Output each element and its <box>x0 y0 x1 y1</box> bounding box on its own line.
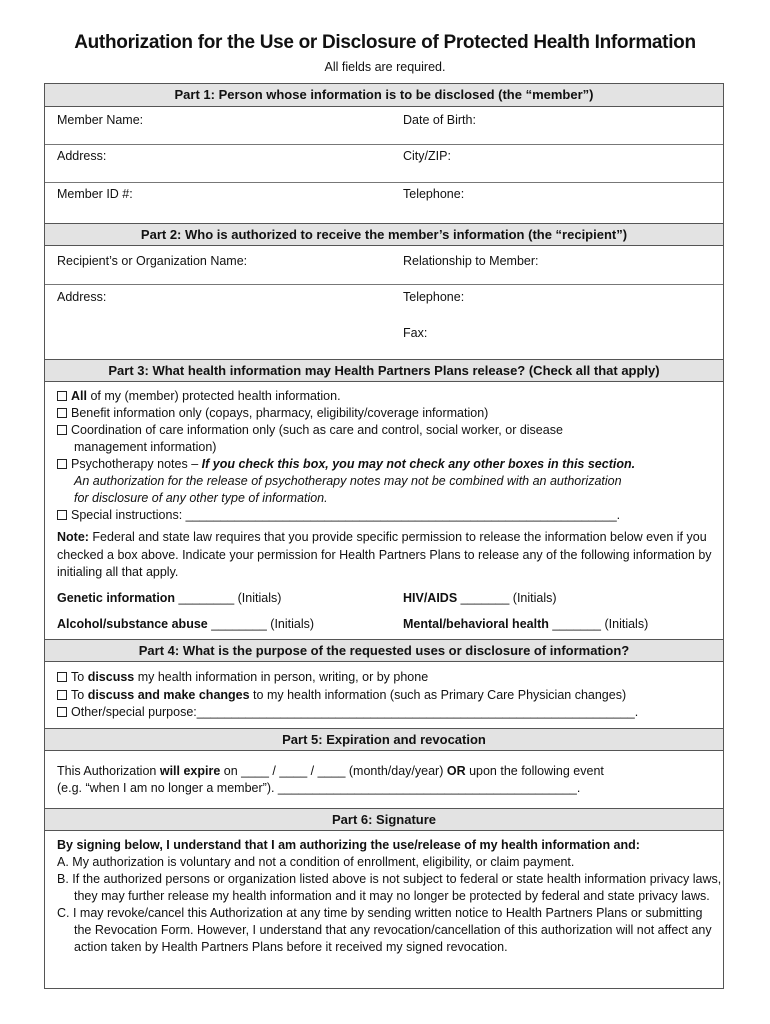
term-c: C. I may revoke/cancel this Authorization at any time by sending written notice to Health Partners Plans or submitting the Revocation Form. However, I understand that any revocation/cancellation of this authorization will not affect any action taken by Health Partners Plans before it received my signed revocation. <box>57 906 712 954</box>
psychotherapy-note: An authorization for the release of psychotherapy notes may not be combined with an authorization <box>74 474 622 488</box>
hiv-initials[interactable]: HIV/AIDS _______ (Initials) <box>403 591 557 605</box>
part6-header: Part 6: Signature <box>45 808 723 831</box>
city-zip-field[interactable]: City/ZIP: <box>403 149 451 163</box>
alcohol-initials[interactable]: Alcohol/substance abuse ________ (Initials) <box>57 617 315 631</box>
part5-header: Part 5: Expiration and revocation <box>45 728 723 751</box>
authorization-form <box>44 83 724 989</box>
checkbox-psychotherapy[interactable] <box>57 459 67 469</box>
mental-initials[interactable]: Mental/behavioral health _______ (Initials) <box>403 617 649 631</box>
term-a: A. My authorization is voluntary and not a condition of enrollment, eligibility, or claim payment. <box>57 855 575 869</box>
checkbox-special[interactable] <box>57 510 67 520</box>
option-benefit: Benefit information only (copays, pharmacy, eligibility/coverage information) <box>57 405 715 422</box>
option-psychotherapy: Psychotherapy notes – If you check this box, you may not check any other boxes in this section. <box>57 456 715 473</box>
recipient-name-field[interactable]: Recipient’s or Organization Name: <box>57 254 248 268</box>
note-paragraph: Note: Federal and state law requires that you provide specific permission to release the information below even if you checked a box above. Indicate your permission for Health Partners Plans to release any of the following information by initialing all that apply. <box>57 530 712 579</box>
checkbox-other[interactable] <box>57 707 67 717</box>
recipient-address-field[interactable]: Address: <box>57 290 107 304</box>
option-coordination-cont: management information) <box>74 440 217 454</box>
option-all: All of my (member) protected health information. <box>57 388 715 405</box>
part3-header: Part 3: What health information may Health Partners Plans release? (Check all that apply) <box>45 359 723 382</box>
purpose-discuss: To discuss my health information in person, writing, or by phone <box>57 669 715 686</box>
purpose-other: Other/special purpose:_______________________________________________________________. <box>57 704 715 721</box>
page-subtitle: All fields are required. <box>324 60 446 74</box>
checkbox-discuss[interactable] <box>57 672 67 682</box>
checkbox-benefit[interactable] <box>57 408 67 418</box>
option-special: Special instructions: ______________________________________________________________. <box>57 507 715 524</box>
divider <box>45 144 723 145</box>
member-telephone-field[interactable]: Telephone: <box>403 187 465 201</box>
part2-header: Part 2: Who is authorized to receive the member’s information (the “recipient”) <box>45 223 723 246</box>
member-address-field[interactable]: Address: <box>57 149 107 163</box>
recipient-fax-field[interactable]: Fax: <box>403 326 428 340</box>
checkbox-coordination[interactable] <box>57 425 67 435</box>
dob-field[interactable]: Date of Birth: <box>403 113 476 127</box>
divider <box>45 284 723 285</box>
member-name-field[interactable]: Member Name: <box>57 113 144 127</box>
checkbox-all[interactable] <box>57 391 67 401</box>
member-id-field[interactable]: Member ID #: <box>57 187 133 201</box>
signature-terms <box>57 837 722 956</box>
purpose-discuss-change: To discuss and make changes to my health information (such as Primary Care Physician changes) <box>57 687 715 704</box>
divider <box>45 182 723 183</box>
genetic-initials[interactable]: Genetic information ________ (Initials) <box>57 591 282 605</box>
page-title: Authorization for the Use or Disclosure of Protected Health Information <box>74 32 696 53</box>
checkbox-discuss-change[interactable] <box>57 690 67 700</box>
expiration-event-line[interactable]: (e.g. “when I am no longer a member”). ___________________________________________. <box>57 781 581 795</box>
psychotherapy-note-cont: for disclosure of any other type of information. <box>74 491 328 505</box>
term-b: B. If the authorized persons or organization listed above is not subject to federal or state health information privacy laws, they may further release my health information and it may no longer be protected by federal and state privacy laws. <box>57 872 722 903</box>
part4-header: Part 4: What is the purpose of the requested uses or disclosure of information? <box>45 639 723 662</box>
recipient-telephone-field[interactable]: Telephone: <box>403 290 465 304</box>
relationship-field[interactable]: Relationship to Member: <box>403 254 539 268</box>
signature-intro: By signing below, I understand that I am authorizing the use/release of my health information and: <box>57 838 640 852</box>
option-coordination: Coordination of care information only (such as care and control, social worker, or disease <box>57 422 715 439</box>
part1-header: Part 1: Person whose information is to be disclosed (the “member”) <box>45 84 723 107</box>
expiration-line[interactable]: This Authorization will expire on ____ / ____ / ____ (month/day/year) OR upon the following event <box>57 764 604 778</box>
